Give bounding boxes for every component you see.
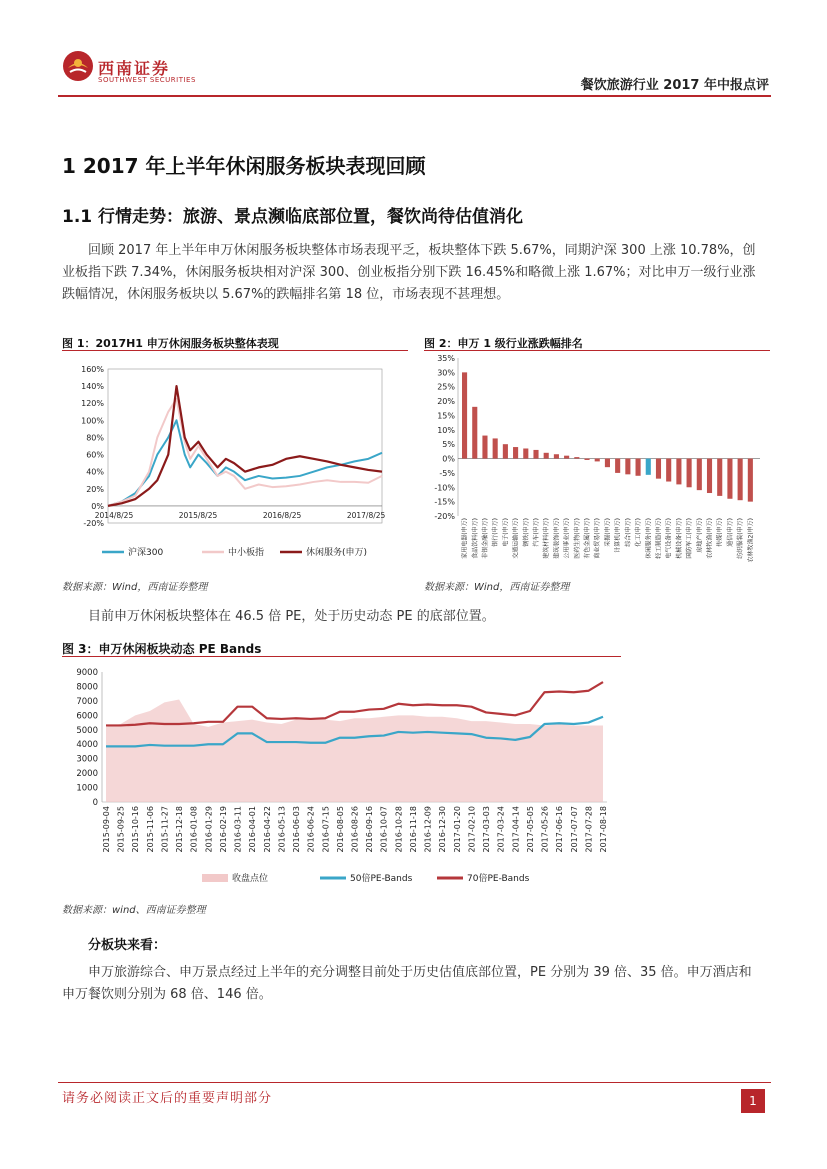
bar: [646, 459, 651, 475]
figure1-source: 数据来源：Wind，西南证券整理: [62, 582, 208, 593]
x-tick-label: 2016/8/25: [262, 510, 302, 520]
y-tick-label: 20%: [86, 484, 104, 494]
x-tick-label: 2016-07-15: [321, 806, 331, 853]
category-label: 电子(申万): [502, 518, 510, 547]
y-tick-label: 100%: [81, 416, 104, 426]
bar: [493, 438, 498, 458]
paragraph-pe: 目前申万休闲板块整体在 46.5 倍 PE，处于历史动态 PE 的底部位置。: [88, 609, 495, 624]
y-tick-label: 7000: [76, 696, 98, 707]
y-tick-label: 30%: [437, 368, 455, 378]
category-label: 农林牧渔2(申万): [747, 518, 755, 563]
x-tick-label: 2015-11-06: [145, 806, 155, 853]
figure3-title: 图 3：申万休闲板块动态 PE Bands: [62, 642, 262, 656]
y-tick-label: 120%: [81, 399, 104, 409]
legend-label: 沪深300: [128, 548, 164, 558]
x-tick-label: 2017-07-28: [584, 806, 594, 853]
bar: [676, 459, 681, 485]
bar: [666, 459, 671, 482]
category-label: 建筑材料(申万): [543, 518, 551, 559]
category-label: 商业贸易(申万): [594, 518, 602, 559]
category-label: 钢铁(申万): [522, 518, 530, 547]
category-label: 农林牧渔(申万): [706, 518, 714, 559]
x-tick-label: 2015-09-04: [102, 806, 111, 853]
y-tick-label: 6000: [76, 711, 98, 722]
category-label: 计算机(申万): [614, 518, 622, 553]
figure2-rule: [424, 350, 770, 351]
category-label: 建筑装饰(申万): [553, 518, 561, 559]
x-tick-label: 2017-02-10: [467, 806, 477, 853]
x-tick-label: 2017-03-03: [482, 806, 492, 853]
logo-text-en: SOUTHWEST SECURITIES: [98, 76, 196, 84]
x-tick-label: 2016-04-01: [248, 806, 258, 853]
subsection-heading: 1.1 行情走势：旅游、景点濒临底部位置，餐饮尚待估值消化: [62, 207, 524, 227]
y-tick-label: 0: [92, 798, 98, 808]
category-label: 采掘(申万): [604, 518, 612, 547]
bar: [584, 459, 589, 460]
x-tick-label: 2017-07-07: [569, 806, 579, 853]
x-tick-label: 2017-08-18: [599, 806, 608, 853]
category-label: 有色金属(申万): [584, 518, 592, 559]
category-label: 银行(申万): [492, 518, 500, 547]
x-tick-label: 2016-10-28: [394, 806, 404, 853]
bar: [574, 457, 579, 458]
y-tick-label: -20%: [83, 519, 104, 528]
category-label: 医药生物(申万): [573, 518, 581, 559]
figure3-rule: [62, 656, 621, 657]
legend-label: 中小板指: [228, 548, 265, 558]
bar: [554, 454, 559, 458]
page-number: 1: [741, 1089, 765, 1113]
x-tick-label: 2016-10-07: [379, 806, 389, 853]
y-tick-label: -5%: [439, 468, 455, 478]
legend-label: 休闲服务(申万): [306, 548, 368, 558]
bar: [564, 456, 569, 459]
bar: [748, 459, 753, 502]
series-line: [108, 420, 382, 506]
y-tick-label: 2000: [76, 769, 98, 780]
x-tick-label: 2016-02-19: [218, 806, 228, 853]
y-tick-label: 35%: [437, 354, 455, 363]
bar: [482, 436, 487, 459]
x-tick-label: 2016-06-03: [292, 806, 302, 853]
x-tick-label: 2016-03-11: [233, 806, 243, 853]
legend-label: 收盘点位: [232, 874, 269, 884]
y-tick-label: 4000: [76, 740, 98, 751]
x-tick-label: 2017-04-14: [511, 806, 521, 853]
y-tick-label: 3000: [76, 754, 98, 765]
report-title: 餐饮旅游行业 2017 年中报点评: [580, 78, 769, 93]
category-label: 纺织服装(申万): [737, 518, 745, 559]
y-tick-label: 80%: [86, 433, 104, 443]
bar: [595, 459, 600, 462]
footer-divider: [58, 1082, 771, 1083]
area-chart-pe-bands: [62, 662, 621, 894]
y-tick-label: 15%: [437, 411, 455, 421]
bar: [605, 459, 610, 468]
y-tick-label: -10%: [434, 483, 455, 493]
y-tick-label: 9000: [76, 668, 98, 678]
y-tick-label: 5%: [442, 440, 455, 450]
x-tick-label: 2015-12-18: [175, 806, 185, 853]
x-tick-label: 2016-12-09: [423, 806, 433, 853]
x-tick-label: 2016-06-24: [306, 806, 316, 853]
bar: [656, 459, 661, 479]
x-tick-label: 2017-05-26: [540, 806, 550, 853]
bar: [707, 459, 712, 493]
bar: [727, 459, 732, 499]
paragraph-overview: 回顾 2017 年上半年申万休闲服务板块整体市场表现平乏，板块整体下跌 5.67%，同期沪深 300 上涨 10.78%，创业板指下跌 7.34%，休闲服务板块相对沪深 300、创业板指分别下跌 16.45%和略微上涨 1.67%；对比申万一级行业涨跌幅情况，休闲服务板块以 5.67%的跌幅排名第 18 位，市场表现不甚理想。: [62, 243, 756, 302]
legend-label: 70倍PE-Bands: [467, 874, 530, 884]
y-tick-label: 1000: [76, 783, 98, 794]
y-tick-label: 5000: [76, 725, 98, 736]
bar: [462, 372, 467, 458]
category-label: 机械设备(申万): [675, 518, 683, 559]
y-tick-label: 20%: [437, 397, 455, 407]
figure2-title: 图 2：申万 1 级行业涨跌幅排名: [424, 337, 583, 350]
category-label: 家用电器(申万): [461, 518, 469, 559]
figure1-title: 图 1：2017H1 申万休闲服务板块整体表现: [62, 337, 279, 350]
y-tick-label: 25%: [437, 382, 455, 392]
y-tick-label: 160%: [81, 365, 104, 374]
category-label: 汽车(申万): [533, 518, 540, 547]
figure3-source: 数据来源：wind、西南证券整理: [62, 905, 206, 916]
category-label: 通信(申万): [726, 518, 734, 547]
paragraph-segments: 申万旅游综合、申万景点经过上半年的充分调整目前处于历史估值底部位置，PE 分别为 39 倍、35 倍。申万酒店和申万餐饮则分别为 68 倍、146 倍。: [62, 965, 752, 1002]
x-tick-label: 2017-03-24: [496, 806, 506, 853]
category-label: 休闲服务(申万): [645, 518, 653, 559]
y-tick-label: 0%: [91, 501, 104, 511]
bar: [503, 444, 508, 458]
bar: [533, 450, 538, 459]
x-tick-label: 2016-08-05: [335, 806, 345, 853]
category-label: 非银金融(申万): [481, 518, 489, 559]
y-tick-label: 10%: [437, 425, 455, 435]
close-price-area: [106, 699, 603, 802]
logo-icon: [62, 50, 94, 82]
bar: [625, 459, 630, 475]
category-label: 综合(申万): [624, 518, 632, 547]
category-label: 轻工制造(申万): [655, 518, 663, 559]
category-label: 食品饮料(申万): [471, 518, 479, 559]
bar: [717, 459, 722, 496]
bar: [687, 459, 692, 488]
bar: [697, 459, 702, 491]
category-label: 交通运输(申万): [512, 518, 520, 559]
x-tick-label: 2015-10-16: [131, 806, 141, 853]
logo-text-cn: 西南证券: [98, 59, 171, 78]
x-tick-label: 2016-11-18: [408, 806, 418, 853]
y-tick-label: -15%: [434, 497, 455, 507]
legend-label: 50倍PE-Bands: [350, 874, 413, 884]
bar: [513, 447, 518, 458]
y-tick-label: 40%: [86, 467, 104, 477]
x-tick-label: 2016-05-13: [277, 806, 287, 853]
x-tick-label: 2017/8/25: [346, 510, 386, 520]
bar: [472, 407, 477, 459]
company-logo: [62, 50, 94, 82]
bar: [738, 459, 743, 501]
category-label: 化工(申万): [635, 518, 643, 547]
x-tick-label: 2016-04-22: [262, 806, 272, 853]
plot-frame: [108, 369, 382, 523]
x-tick-label: 2016-01-29: [204, 806, 214, 853]
bar: [544, 453, 549, 459]
x-tick-label: 2017-01-20: [452, 806, 462, 853]
bar-chart-industry-ranking: [424, 352, 770, 570]
x-tick-label: 2014/8/25: [94, 510, 134, 520]
bar: [615, 459, 620, 473]
category-label: 电气设备(申万): [665, 518, 673, 559]
x-tick-label: 2015-09-25: [116, 806, 126, 853]
x-tick-label: 2016-08-26: [350, 806, 360, 853]
subheading-by-segment: 分板块来看：: [88, 938, 167, 953]
line-chart-performance: [62, 355, 408, 570]
category-label: 房地产(申万): [696, 518, 704, 553]
category-label: 传媒(申万): [716, 518, 724, 547]
category-label: 公用事业(申万): [563, 518, 571, 559]
y-tick-label: 60%: [86, 450, 104, 460]
x-tick-label: 2015/8/25: [178, 510, 218, 520]
x-tick-label: 2016-01-08: [189, 806, 199, 853]
y-tick-label: -20%: [434, 512, 455, 521]
y-tick-label: 140%: [81, 382, 104, 392]
x-tick-label: 2016-12-30: [438, 806, 448, 853]
x-tick-label: 2015-11-27: [160, 806, 170, 853]
section-heading: 1 2017 年上半年休闲服务板块表现回顾: [62, 154, 426, 178]
figure1-rule: [62, 350, 408, 351]
header-divider: [58, 95, 771, 97]
x-tick-label: 2016-09-16: [365, 806, 375, 853]
y-tick-label: 0%: [442, 454, 455, 464]
y-tick-label: 8000: [76, 682, 98, 693]
bar: [636, 459, 641, 476]
bar: [523, 448, 528, 458]
x-tick-label: 2017-06-16: [555, 806, 565, 853]
x-tick-label: 2017-05-05: [525, 806, 535, 853]
figure2-source: 数据来源：Wind，西南证券整理: [424, 582, 570, 593]
category-label: 国防军工(申万): [686, 518, 694, 559]
footer-disclaimer: 请务必阅读正文后的重要声明部分: [62, 1091, 273, 1106]
